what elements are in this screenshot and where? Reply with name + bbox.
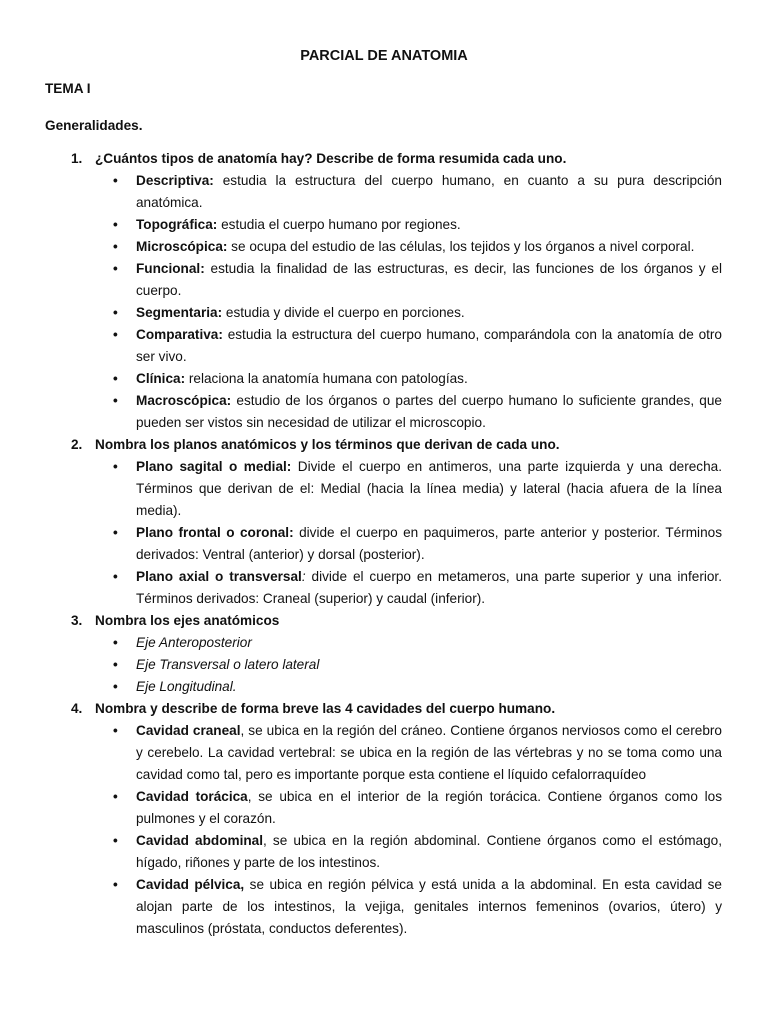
answer-text: divide el cuerpo en metameros, una parte superior y una inferior. Términos derivados: Craneal (superior) y caudal (inferior). xyxy=(136,569,722,606)
answer-text: , se ubica en la región abdominal. Contiene órganos como el estómago, hígado, riñones y parte de los intestinos. xyxy=(136,833,722,870)
question-number: 2. xyxy=(71,437,83,452)
answer-term: Plano sagital o medial: xyxy=(136,459,292,474)
answer-item xyxy=(95,390,722,434)
answer-list xyxy=(95,456,722,610)
section-heading-tema: TEMA I xyxy=(45,81,91,96)
answer-item xyxy=(95,368,722,390)
answer-text: Divide el cuerpo en antimeros, una parte izquierda y una derecha. Términos que derivan de el: Medial (hacia la línea media) y lateral (hacia afuera de la línea media). xyxy=(136,459,722,518)
question-text: Nombra los planos anatómicos y los términos que derivan de cada uno. xyxy=(95,437,560,452)
question-list xyxy=(45,148,722,940)
answer-term: Segmentaria: xyxy=(136,305,223,320)
answer-list xyxy=(95,720,722,940)
answer-term: Cavidad abdominal xyxy=(136,833,263,848)
answer-item xyxy=(95,456,722,522)
answer-text: estudia la estructura del cuerpo humano, en cuanto a su pura descripción anatómica. xyxy=(136,173,722,210)
answer-term: Descriptiva: xyxy=(136,173,214,188)
answer-text: relaciona la anatomía humana con patologías. xyxy=(185,371,468,386)
question-item xyxy=(45,434,722,610)
answer-item xyxy=(95,676,722,698)
axis-name: Eje Transversal o latero lateral xyxy=(136,657,320,672)
answer-term: Plano frontal o coronal: xyxy=(136,525,294,540)
question-item xyxy=(45,148,722,434)
answer-item xyxy=(95,170,722,214)
answer-text: , se ubica en la región del cráneo. Contiene órganos nerviosos como el cerebro y cerebelo. La cavidad vertebral: se ubica en la región de las vértebras y no se toma como una cavidad como tal, pero es importante porque esta contiene el líquido cefalorraquídeo xyxy=(136,723,722,782)
answer-item xyxy=(95,214,722,236)
bullet-icon: • xyxy=(113,305,118,320)
answer-term: Funcional: xyxy=(136,261,205,276)
bullet-icon: • xyxy=(113,833,118,848)
answer-text: estudia y divide el cuerpo en porciones. xyxy=(222,305,465,320)
axis-name: Eje Longitudinal. xyxy=(136,679,237,694)
question-text: Nombra los ejes anatómicos xyxy=(95,613,280,628)
bullet-icon: • xyxy=(113,525,118,540)
answer-term: Microscópica: xyxy=(136,239,228,254)
bullet-icon: • xyxy=(113,679,118,694)
bullet-icon: • xyxy=(113,635,118,650)
answer-text: estudia el cuerpo humano por regiones. xyxy=(217,217,461,232)
bullet-icon: • xyxy=(113,657,118,672)
answer-text: , se ubica en el interior de la región torácica. Contiene órganos como los pulmones y el corazón. xyxy=(136,789,722,826)
answer-term: Cavidad pélvica, xyxy=(136,877,245,892)
answer-item xyxy=(95,632,722,654)
answer-list xyxy=(95,632,722,698)
answer-term: Topográfica: xyxy=(136,217,218,232)
bullet-icon: • xyxy=(113,723,118,738)
answer-item xyxy=(95,522,722,566)
bullet-icon: • xyxy=(113,789,118,804)
question-text: ¿Cuántos tipos de anatomía hay? Describe de forma resumida cada uno. xyxy=(95,151,567,166)
answer-term: Macroscópica: xyxy=(136,393,232,408)
bullet-icon: • xyxy=(113,459,118,474)
page-title: PARCIAL DE ANATOMIA xyxy=(300,48,468,64)
answer-item xyxy=(95,830,722,874)
answer-item xyxy=(95,874,722,940)
question-item xyxy=(45,698,722,940)
question-number: 1. xyxy=(71,151,83,166)
answer-term: Comparativa: xyxy=(136,327,223,342)
question-item xyxy=(45,610,722,698)
answer-term: Cavidad craneal xyxy=(136,723,241,738)
answer-text: se ocupa del estudio de las células, los tejidos y los órganos a nivel corporal. xyxy=(227,239,695,254)
answer-item xyxy=(95,258,722,302)
bullet-icon: • xyxy=(113,327,118,342)
question-text: Nombra y describe de forma breve las 4 cavidades del cuerpo humano. xyxy=(95,701,556,716)
question-number: 3. xyxy=(71,613,83,628)
bullet-icon: • xyxy=(113,877,118,892)
answer-item xyxy=(95,566,722,610)
answer-list xyxy=(95,170,722,434)
question-number: 4. xyxy=(71,701,83,716)
answer-term: Cavidad torácica xyxy=(136,789,248,804)
answer-term: Clínica: xyxy=(136,371,186,386)
answer-text: divide el cuerpo en paquimeros, parte anterior y posterior. Términos derivados: Ventral (anterior) y dorsal (posterior). xyxy=(136,525,722,562)
bullet-icon: • xyxy=(113,393,118,408)
answer-item xyxy=(95,236,722,258)
bullet-icon: • xyxy=(113,371,118,386)
answer-text: estudio de los órganos o partes del cuerpo humano lo suficiente grandes, que pueden ser vistos sin necesidad de utilizar el microscopio. xyxy=(136,393,722,430)
bullet-icon: • xyxy=(113,173,118,188)
answer-item xyxy=(95,786,722,830)
section-heading-generalidades: Generalidades. xyxy=(45,118,143,133)
answer-item xyxy=(95,302,722,324)
answer-item xyxy=(95,720,722,786)
bullet-icon: • xyxy=(113,261,118,276)
answer-text: se ubica en región pélvica y está unida a la abdominal. En esta cavidad se alojan parte de los intestinos, la vejiga, genitales internos femeninos (ovarios, útero) y masculinos (próstata, conductos deferentes). xyxy=(136,877,722,936)
bullet-icon: • xyxy=(113,239,118,254)
answer-text: estudia la finalidad de las estructuras, es decir, las funciones de los órganos y el cuerpo. xyxy=(136,261,722,298)
answer-text: estudia la estructura del cuerpo humano, comparándola con la anatomía de otro ser vivo. xyxy=(136,327,722,364)
answer-term: Plano axial o transversal xyxy=(136,569,302,584)
answer-item xyxy=(95,654,722,676)
axis-name: Eje Anteroposterior xyxy=(136,635,252,650)
bullet-icon: • xyxy=(113,569,118,584)
answer-colon: : xyxy=(301,569,306,584)
answer-item xyxy=(95,324,722,368)
bullet-icon: • xyxy=(113,217,118,232)
